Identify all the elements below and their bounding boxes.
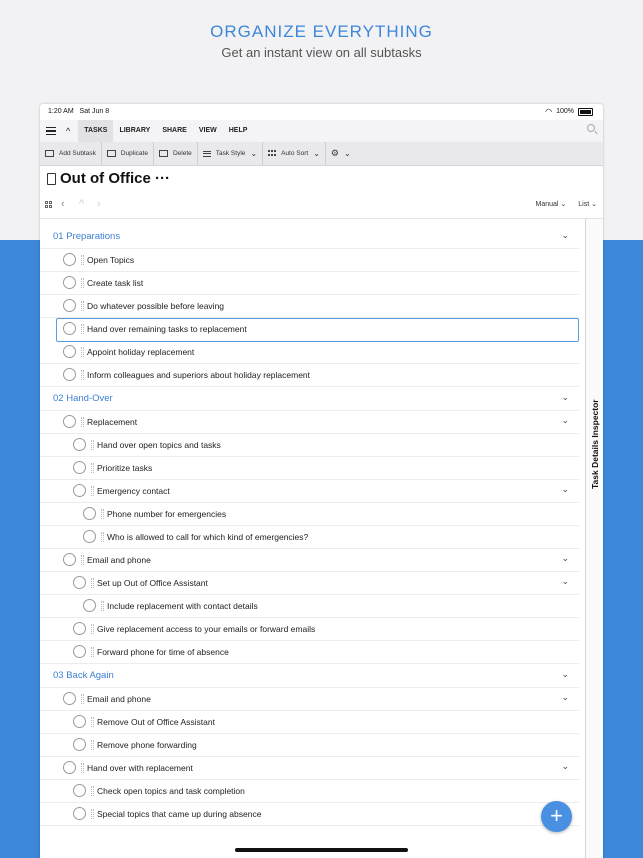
auto-sort-label: Auto Sort <box>281 150 309 157</box>
drag-handle-icon[interactable] <box>101 509 104 519</box>
drag-handle-icon[interactable] <box>91 578 94 588</box>
sort-mode-dropdown[interactable]: Manual ⌄ <box>535 201 567 208</box>
task-style-label: Task Style <box>215 150 246 157</box>
chevron-down-icon[interactable]: ⌄ <box>561 553 569 563</box>
drag-handle-icon[interactable] <box>91 624 94 634</box>
checkbox-circle[interactable] <box>73 715 86 728</box>
duplicate-button[interactable] <box>102 142 154 165</box>
checkbox-circle[interactable] <box>63 692 76 705</box>
hero-subtitle: Get an instant view on all subtasks <box>221 45 422 60</box>
checkbox-circle[interactable] <box>63 415 76 428</box>
task-label: Email and phone <box>87 694 151 704</box>
menu-tasks[interactable]: TASKS <box>78 120 113 142</box>
task-label: Set up Out of Office Assistant <box>97 578 208 588</box>
task-label: Forward phone for time of absence <box>97 647 229 657</box>
add-subtask-button[interactable] <box>40 142 102 165</box>
chevron-down-icon: ⌄ <box>343 149 351 158</box>
chevron-down-icon[interactable]: ⌄ <box>561 484 569 494</box>
group-header[interactable] <box>40 665 579 688</box>
group-title: 02 Hand-Over <box>53 393 113 404</box>
task-row[interactable] <box>40 688 579 711</box>
task-label: Check open topics and task completion <box>97 786 245 796</box>
task-label: Appoint holiday replacement <box>87 347 195 357</box>
duplicate-icon <box>107 150 116 157</box>
task-row[interactable] <box>40 618 579 641</box>
checkbox-circle[interactable] <box>63 322 76 335</box>
status-time: 1:20 AM <box>48 108 74 115</box>
gears-icon: ⚙ <box>330 148 339 158</box>
grid-view-icon[interactable] <box>45 201 52 208</box>
drag-handle-icon[interactable] <box>81 555 84 565</box>
delete-label: Delete <box>172 150 192 157</box>
hero-title: ORGANIZE EVERYTHING <box>210 22 433 41</box>
drag-handle-icon[interactable] <box>81 694 84 704</box>
task-row[interactable] <box>40 249 579 272</box>
group-header[interactable] <box>40 388 579 411</box>
chevron-down-icon[interactable]: ⌄ <box>561 761 569 771</box>
checkbox-circle[interactable] <box>63 253 76 266</box>
task-label: Create task list <box>87 278 144 288</box>
chevron-down-icon[interactable]: ⌄ <box>561 230 569 240</box>
task-row-selected[interactable] <box>56 318 579 342</box>
task-label: Remove Out of Office Assistant <box>97 717 215 727</box>
drag-handle-icon[interactable] <box>81 370 84 380</box>
checkbox-circle[interactable] <box>63 368 76 381</box>
task-row[interactable] <box>40 780 579 803</box>
view-mode-dropdown[interactable]: List ⌄ <box>578 201 597 208</box>
drag-handle-icon[interactable] <box>81 347 84 357</box>
drag-handle-icon[interactable] <box>91 486 94 496</box>
task-style-icon <box>203 151 211 157</box>
checkbox-circle[interactable] <box>83 530 96 543</box>
view-mode-label: List <box>578 201 590 208</box>
checkbox-circle[interactable] <box>73 438 86 451</box>
group-title: 01 Preparations <box>53 231 121 242</box>
checkbox-circle[interactable] <box>63 276 76 289</box>
menu-library[interactable]: LIBRARY <box>119 127 151 134</box>
task-label: Emergency contact <box>97 486 170 496</box>
drag-handle-icon[interactable] <box>91 809 94 819</box>
chevron-down-icon[interactable]: ⌄ <box>561 392 569 402</box>
battery-icon <box>578 108 593 116</box>
chevron-down-icon[interactable]: ⌄ <box>561 692 569 702</box>
task-row[interactable] <box>40 457 579 480</box>
chevron-down-icon[interactable]: ⌄ <box>561 669 569 679</box>
chevron-down-icon[interactable]: ⌄ <box>561 576 569 586</box>
auto-sort-button[interactable] <box>263 142 326 165</box>
checkbox-circle[interactable] <box>73 807 86 820</box>
checkbox-circle[interactable] <box>83 599 96 612</box>
task-label: Email and phone <box>87 555 151 565</box>
drag-handle-icon[interactable] <box>81 278 84 288</box>
task-row[interactable] <box>40 734 579 757</box>
page-title[interactable]: Out of Office ··· <box>60 170 170 187</box>
settings-button[interactable] <box>326 142 356 165</box>
task-row[interactable] <box>40 595 579 618</box>
inspector-label: Task Details Inspector <box>590 399 600 489</box>
task-row[interactable] <box>40 711 579 734</box>
task-row[interactable] <box>40 757 579 780</box>
task-label: Remove phone forwarding <box>97 740 197 750</box>
task-row[interactable] <box>40 480 579 503</box>
group-title: 03 Back Again <box>53 670 114 681</box>
drag-handle-icon[interactable] <box>91 717 94 727</box>
task-label: Special topics that came up during absence <box>97 809 262 819</box>
task-label: Hand over open topics and tasks <box>97 440 221 450</box>
delete-icon <box>159 150 168 157</box>
drag-handle-icon[interactable] <box>81 324 84 334</box>
drag-handle-icon[interactable] <box>81 301 84 311</box>
task-label: Inform colleagues and superiors about holiday replacement <box>87 370 311 380</box>
task-label: Give replacement access to your emails or forward emails <box>97 624 316 634</box>
checkbox-circle[interactable] <box>73 484 86 497</box>
home-indicator[interactable] <box>235 848 408 852</box>
checkbox-circle[interactable] <box>73 738 86 751</box>
menu-bar <box>40 120 603 142</box>
battery-percent: 100% <box>556 108 574 115</box>
checkbox-circle[interactable] <box>73 645 86 658</box>
checkbox-circle[interactable] <box>73 622 86 635</box>
task-label: Prioritize tasks <box>97 463 153 473</box>
task-row[interactable] <box>40 295 579 318</box>
task-row[interactable] <box>40 549 579 572</box>
task-label: Phone number for emergencies <box>107 509 227 519</box>
auto-sort-icon <box>268 150 276 157</box>
drag-handle-icon[interactable] <box>101 532 104 542</box>
hamburger-menu-icon[interactable] <box>46 127 56 135</box>
task-label: Replacement <box>87 417 138 427</box>
search-icon[interactable] <box>587 124 595 132</box>
drag-handle-icon[interactable] <box>81 417 84 427</box>
checkbox-circle[interactable] <box>73 461 86 474</box>
forward-arrow-icon[interactable]: › <box>97 198 101 210</box>
back-arrow-icon[interactable]: ‹ <box>61 198 65 210</box>
menu-help[interactable]: HELP <box>228 127 248 134</box>
navigation-row <box>40 198 603 214</box>
task-row[interactable] <box>40 641 579 664</box>
task-label: Do whatever possible before leaving <box>87 301 225 311</box>
task-row[interactable] <box>40 272 579 295</box>
add-task-button[interactable]: + <box>541 801 572 832</box>
drag-handle-icon[interactable] <box>91 786 94 796</box>
add-subtask-label: Add Subtask <box>59 150 96 157</box>
collapse-chevron-icon[interactable]: ^ <box>66 126 71 136</box>
add-subtask-icon <box>45 150 54 157</box>
drag-handle-icon[interactable] <box>101 601 104 611</box>
duplicate-label: Duplicate <box>120 150 148 157</box>
task-details-inspector[interactable] <box>585 218 603 858</box>
group-header[interactable] <box>40 226 579 249</box>
drag-handle-icon[interactable] <box>91 463 94 473</box>
drag-handle-icon[interactable] <box>81 255 84 265</box>
task-label: Hand over remaining tasks to replacement <box>87 324 247 334</box>
menu-share[interactable]: SHARE <box>162 127 187 134</box>
drag-handle-icon[interactable] <box>91 740 94 750</box>
status-bar <box>40 104 603 120</box>
task-label: Who is allowed to call for which kind of emergencies? <box>107 532 309 542</box>
checkbox-circle[interactable] <box>73 784 86 797</box>
menu-view[interactable]: VIEW <box>198 127 217 134</box>
wifi-icon: ◠ <box>545 107 553 116</box>
task-list <box>40 218 585 858</box>
task-row[interactable] <box>40 503 579 526</box>
task-row[interactable] <box>40 526 579 549</box>
checkbox-circle[interactable] <box>73 576 86 589</box>
checkbox-circle[interactable] <box>83 507 96 520</box>
task-label: Open Topics <box>87 255 135 265</box>
drag-handle-icon[interactable] <box>91 440 94 450</box>
checkbox-circle[interactable] <box>63 553 76 566</box>
checkbox-circle[interactable] <box>63 761 76 774</box>
delete-button[interactable] <box>154 142 198 165</box>
document-icon <box>47 173 56 185</box>
task-label: Hand over with replacement <box>87 763 193 773</box>
drag-handle-icon[interactable] <box>81 763 84 773</box>
task-row[interactable] <box>40 341 579 364</box>
chevron-down-icon: ⌄ <box>250 149 258 158</box>
task-row[interactable] <box>40 803 579 826</box>
task-label: Include replacement with contact details <box>107 601 258 611</box>
document-header <box>40 166 603 192</box>
checkbox-circle[interactable] <box>63 299 76 312</box>
tablet-screen <box>40 104 603 858</box>
task-row[interactable] <box>40 411 579 434</box>
sort-mode-label: Manual <box>535 201 559 208</box>
up-arrow-icon[interactable]: ^ <box>79 198 85 210</box>
task-row[interactable] <box>40 364 579 387</box>
checkbox-circle[interactable] <box>63 345 76 358</box>
task-row[interactable] <box>40 572 579 595</box>
toolbar <box>40 142 603 166</box>
chevron-down-icon: ⌄ <box>313 149 320 158</box>
task-row[interactable] <box>40 434 579 457</box>
status-date: Sat Jun 8 <box>79 108 110 115</box>
task-style-button[interactable] <box>198 142 263 165</box>
chevron-down-icon[interactable]: ⌄ <box>561 415 569 425</box>
drag-handle-icon[interactable] <box>91 647 94 657</box>
